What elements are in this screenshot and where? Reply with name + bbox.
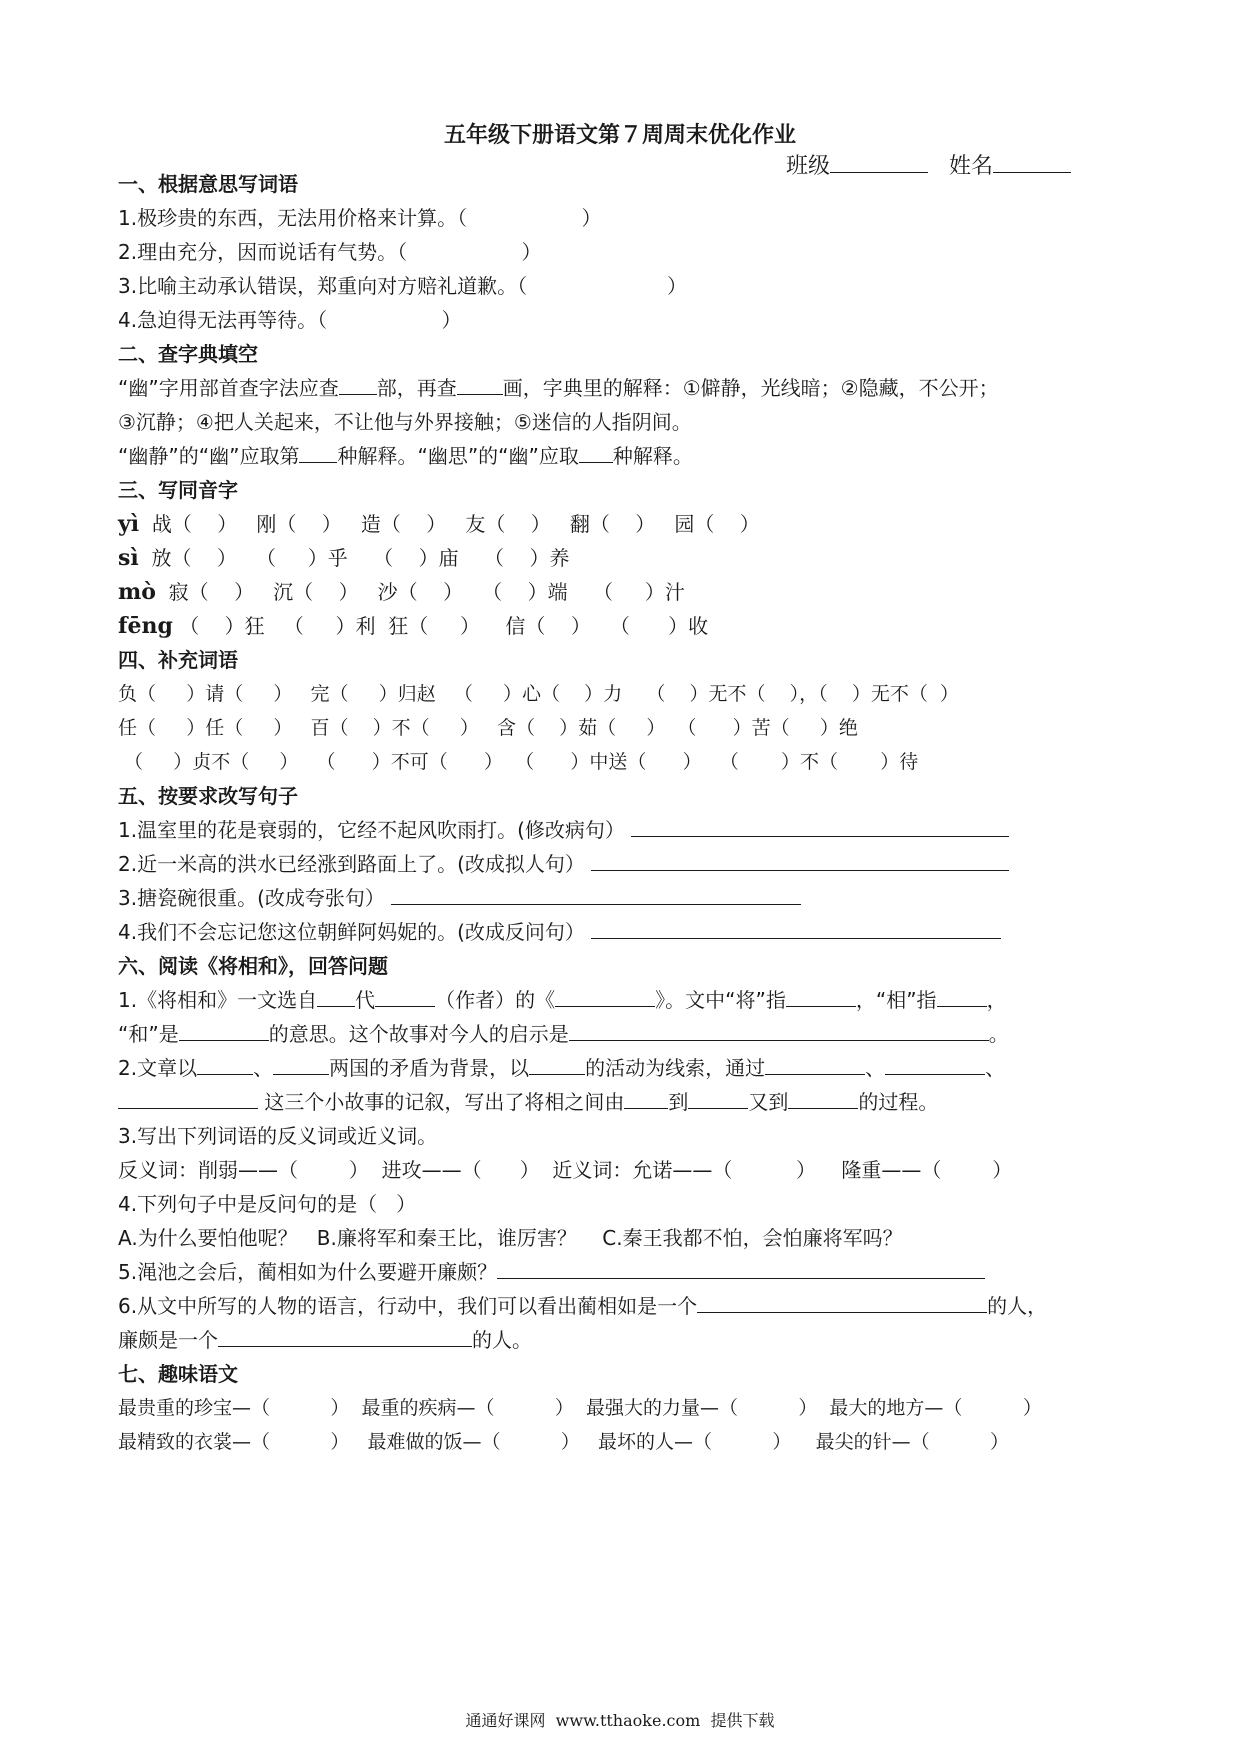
- s5-question-4: [118, 918, 1160, 946]
- section-1-heading: 一、根据意思写词语: [118, 172, 298, 196]
- s6-text: 、: [985, 1056, 1006, 1080]
- name-label: 姓名: [949, 154, 994, 179]
- s5-question-3: [118, 884, 1160, 912]
- s2-text: 画，字典里的解释：①僻静，光线暗；②隐藏，不公开；: [502, 376, 999, 400]
- s6-question-6-line-2: [118, 1326, 1160, 1354]
- s6-text: 》。文中“将”指: [655, 988, 786, 1012]
- s6-question-3: 3.写出下列词语的反义词或近义词。: [118, 1124, 438, 1148]
- blank[interactable]: [457, 374, 503, 395]
- answer-line[interactable]: [591, 850, 1009, 871]
- pinyin-label: sì: [118, 545, 139, 571]
- s2-line-3: [118, 442, 1160, 470]
- s5-question-1: [118, 816, 1160, 844]
- s6-text: 到: [668, 1090, 689, 1114]
- s6-text: 廉颇是一个: [118, 1328, 218, 1352]
- s1-question-3: 3.比喻主动承认错误，郑重向对方赔礼道歉。（ ）: [118, 274, 687, 298]
- answer-line[interactable]: [497, 1258, 985, 1279]
- blank[interactable]: [197, 1054, 253, 1075]
- s6-text: 。: [988, 1022, 1009, 1046]
- blank[interactable]: [529, 1054, 585, 1075]
- blank[interactable]: [555, 986, 655, 1007]
- s6-text: 、: [865, 1056, 886, 1080]
- s5-text: 2.近一米高的洪水已经涨到路面上了。(改成拟人句）: [118, 852, 585, 876]
- section-3-heading: 三、写同音字: [118, 478, 238, 502]
- s6-text: 5.渑池之会后，蔺相如为什么要避开廉颇？: [118, 1260, 498, 1284]
- s6-text: ，: [986, 988, 1007, 1012]
- pinyin-label: mò: [118, 579, 156, 605]
- s3-row-text: 寂（ ） 沉（ ） 沙（ ） （ ）端 （ ）汁: [155, 580, 685, 604]
- blank[interactable]: [317, 986, 355, 1007]
- page-title: 五年级下册语文第７周周末优化作业: [443, 122, 796, 148]
- blank[interactable]: [569, 1020, 989, 1041]
- page-footer: 通通好课网 www.tthaoke.com 提供下载: [465, 1711, 775, 1730]
- section-6-heading: 六、阅读《将相和》，回答问题: [118, 954, 388, 978]
- s6-text: 的意思。这个故事对今人的启示是: [268, 1022, 569, 1046]
- s6-question-3-words: 反义词：削弱——（ ） 进攻——（ ） 近义词：允诺——（ ） 隆重——（ ）: [118, 1158, 1013, 1182]
- s4-line-3: （ ）贞不（ ） （ ）不可（ ） （ ）中送（ ） （ ）不（ ）待: [118, 751, 919, 773]
- blank[interactable]: [885, 1054, 985, 1075]
- s2-text: 种解释。“幽思”的“幽”应取: [337, 444, 579, 468]
- blank[interactable]: [786, 986, 856, 1007]
- s2-text: “幽”字用部首查字法应查: [118, 376, 339, 400]
- s2-line-2: ③沉静；④把人关起来，不让他与外界接触；⑤迷信的人指阴间。: [118, 410, 692, 434]
- s6-question-1-line-1: [118, 986, 1160, 1014]
- blank[interactable]: [937, 986, 987, 1007]
- s7-line-1: 最贵重的珍宝—（ ） 最重的疾病—（ ） 最强大的力量—（ ） 最大的地方—（ ）: [118, 1397, 1042, 1419]
- s6-text: 代: [355, 988, 376, 1012]
- blank[interactable]: [579, 442, 613, 463]
- pinyin-label: yì: [118, 511, 140, 537]
- s5-text: 3.搪瓷碗很重。(改成夸张句）: [118, 886, 385, 910]
- pinyin-label: fēng: [118, 613, 173, 639]
- s6-text: 2.文章以: [118, 1056, 198, 1080]
- s4-line-1: 负（ ）请（ ） 完（ ）归赵 （ ）心（ ）力 （ ）无不（ ），（ ）无不（ ）: [118, 683, 959, 705]
- s3-row-text: 战（ ） 刚（ ） 造（ ） 友（ ） 翻（ ） 园（ ）: [139, 512, 760, 536]
- s7-line-2: 最精致的衣裳—（ ） 最难做的饭—（ ） 最坏的人—（ ） 最尖的针—（ ）: [118, 1431, 1009, 1453]
- s2-text: “幽静”的“幽”应取第: [118, 444, 300, 468]
- s6-text: 、: [253, 1056, 274, 1080]
- s6-text: “和”是: [118, 1022, 179, 1046]
- blank[interactable]: [375, 986, 435, 1007]
- answer-line[interactable]: [591, 918, 1001, 939]
- s6-question-6-line-1: [118, 1292, 1160, 1320]
- section-2-heading: 二、查字典填空: [118, 342, 258, 366]
- s5-question-2: [118, 850, 1160, 878]
- class-label: 班级: [786, 154, 831, 179]
- s1-question-1: 1.极珍贵的东西，无法用价格来计算。（ ）: [118, 206, 602, 230]
- blank[interactable]: [299, 442, 337, 463]
- s6-question-4-options: A.为什么要怕他呢？ B.廉将军和秦王比，谁厉害？ C.秦王我都不怕，会怕廉将军吗？: [118, 1226, 903, 1250]
- s6-question-2-line-1: [118, 1054, 1160, 1082]
- s6-text: 这三个小故事的记叙，写出了将相之间由: [258, 1090, 625, 1114]
- s2-line-1: [118, 374, 1160, 402]
- s6-text: 的人，: [987, 1294, 1048, 1318]
- s3-row-text: 放（ ） （ ）乎 （ ）庙 （ ）养: [138, 546, 570, 570]
- s3-row-text: （ ）狂 （ ）利 狂（ ） 信（ ） （ ）收: [172, 614, 709, 638]
- s6-text: 的过程。: [858, 1090, 939, 1114]
- blank[interactable]: [218, 1326, 472, 1347]
- s5-text: 1.温室里的花是衰弱的，它经不起风吹雨打。(修改病句）: [118, 818, 625, 842]
- s4-line-2: 任（ ）任（ ） 百（ ）不（ ） 含（ ）茹（ ） （ ）苦（ ）绝: [118, 717, 858, 739]
- s3-row-feng: [118, 612, 1160, 640]
- blank[interactable]: [179, 1020, 269, 1041]
- s3-row-yi: [118, 510, 1160, 538]
- s2-text: 种解释。: [612, 444, 693, 468]
- s6-text: 的活动为线索，通过: [585, 1056, 766, 1080]
- s6-question-4: 4.下列句子中是反问句的是（ ）: [118, 1192, 417, 1216]
- section-7-heading: 七、趣味语文: [118, 1362, 238, 1386]
- s6-question-2-line-2: [118, 1088, 1160, 1116]
- answer-line[interactable]: [631, 816, 1009, 837]
- s1-question-2: 2.理由充分，因而说话有气势。（ ）: [118, 240, 542, 264]
- s5-text: 4.我们不会忘记您这位朝鲜阿妈妮的。(改成反问句）: [118, 920, 585, 944]
- s1-question-4: 4.急迫得无法再等待。（ ）: [118, 308, 462, 332]
- s6-text: 1.《将相和》一文选自: [118, 988, 318, 1012]
- blank[interactable]: [788, 1088, 858, 1109]
- s6-question-1-line-2: [118, 1020, 1160, 1048]
- s6-text: ，“相”指: [855, 988, 937, 1012]
- blank[interactable]: [339, 374, 377, 395]
- s2-text: 部，再查: [376, 376, 457, 400]
- s6-text: 又到: [748, 1090, 789, 1114]
- s3-row-si: [118, 544, 1160, 572]
- blank[interactable]: [118, 1088, 258, 1109]
- s3-row-mo: [118, 578, 1160, 606]
- s6-text: （作者）的《: [435, 988, 556, 1012]
- blank[interactable]: [624, 1088, 668, 1109]
- s6-text: 的人。: [472, 1328, 532, 1352]
- s6-question-5: [118, 1258, 1160, 1286]
- blank[interactable]: [697, 1292, 987, 1313]
- blank[interactable]: [273, 1054, 329, 1075]
- section-4-heading: 四、补充词语: [118, 648, 238, 672]
- blank[interactable]: [765, 1054, 865, 1075]
- answer-line[interactable]: [391, 884, 801, 905]
- s6-text: 6.从文中所写的人物的语言，行动中，我们可以看出蔺相如是一个: [118, 1294, 698, 1318]
- section-5-heading: 五、按要求改写句子: [118, 784, 298, 808]
- blank[interactable]: [688, 1088, 748, 1109]
- s6-text: 两国的矛盾为背景，以: [329, 1056, 530, 1080]
